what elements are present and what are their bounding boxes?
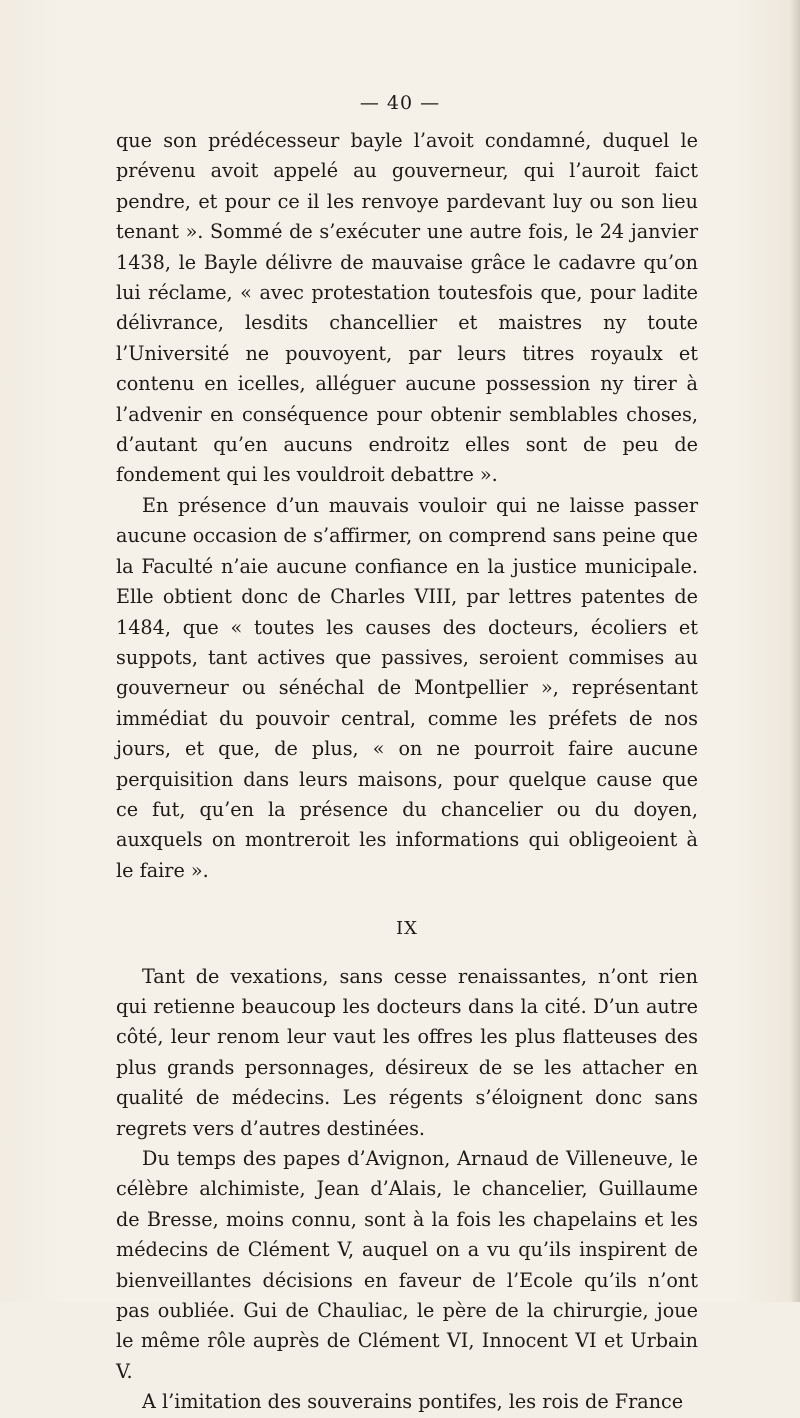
paragraph-last: A l’imitation des souverains pontifes, les rois de France — [142, 1390, 684, 1414]
paragraph: Tant de vexations, sans cesse renaissantes, n’ont rien qui retienne beaucoup les docteurs dans la cité. D’un autre côté, leur renom leur vaut les offres les plus flatteuses des plus grands personnages, désireux de se les attacher en qualité de médecins. Les régents s’éloignent donc sans regrets vers d’autres destinées. — [116, 964, 698, 1140]
paragraph: En présence d’un mauvais vouloir qui ne laisse passer aucune occasion de s’affirmer, on comprend sans peine que la Faculté n’aie aucune confiance en la justice municipale. Elle obtient donc de Charles VIII, par lettres patentes de 1484, que « toutes les causes des docteurs, écoliers et suppots, tant actives que passives, seroient commises au gouverneur ou sénéchal de Montpellier », représentant immédiat du pouvoir central, comme les préfets de nos jours, et que, de plus, « on ne pourroit faire aucune perquisition dans leurs maisons, pour quelque cause que ce fut, qu’en la présence du chancelier ou du doyen, auxquels on montreroit les informations qui obligeoient à le faire ». — [116, 493, 698, 882]
page-edge-shadow — [790, 0, 800, 1302]
page-number: — 40 — — [359, 92, 441, 114]
body-text — [116, 126, 698, 1418]
section-heading: IX — [396, 918, 418, 940]
paragraph: Du temps des papes d’Avignon, Arnaud de Villeneuve, le célèbre alchimiste, Jean d’Alais, le chancelier, Guillaume de Bresse, moins connu, sont à la fois les chapelains et les médecins de Clément V, auquel on a vu qu’ils inspirent de bienveillantes décisions en faveur de l’Ecole qu’ils n’ont pas oubliée. Gui de Chauliac, le père de la chirurgie, joue le même rôle auprès de Clément VI, Innocent VI et Urbain V. — [116, 1147, 698, 1383]
paragraph-continued: que son prédécesseur bayle l’avoit condamné, duquel le prévenu avoit appelé au gouverneur, qui l’auroit faict pendre, et pour ce il les renvoye pardevant luy ou son lieu tenant ». Sommé de s’exécuter une autre fois, le 24 janvier 1438, le Bayle délivre de mauvaise grâce le cadavre qu’on lui réclame, « avec protestation toutesfois que, pour ladite délivrance, lesdits chancellier et maistres ny toute l’Université ne pouvoyent, par leurs titres royaulx et contenu en icelles, alléguer aucune possession ny tirer à l’advenir en conséquence pour obtenir semblables choses, d’autant qu’en aucuns endroitz elles sont de peu de fondement qui les vouldroit debattre ». — [116, 129, 698, 487]
